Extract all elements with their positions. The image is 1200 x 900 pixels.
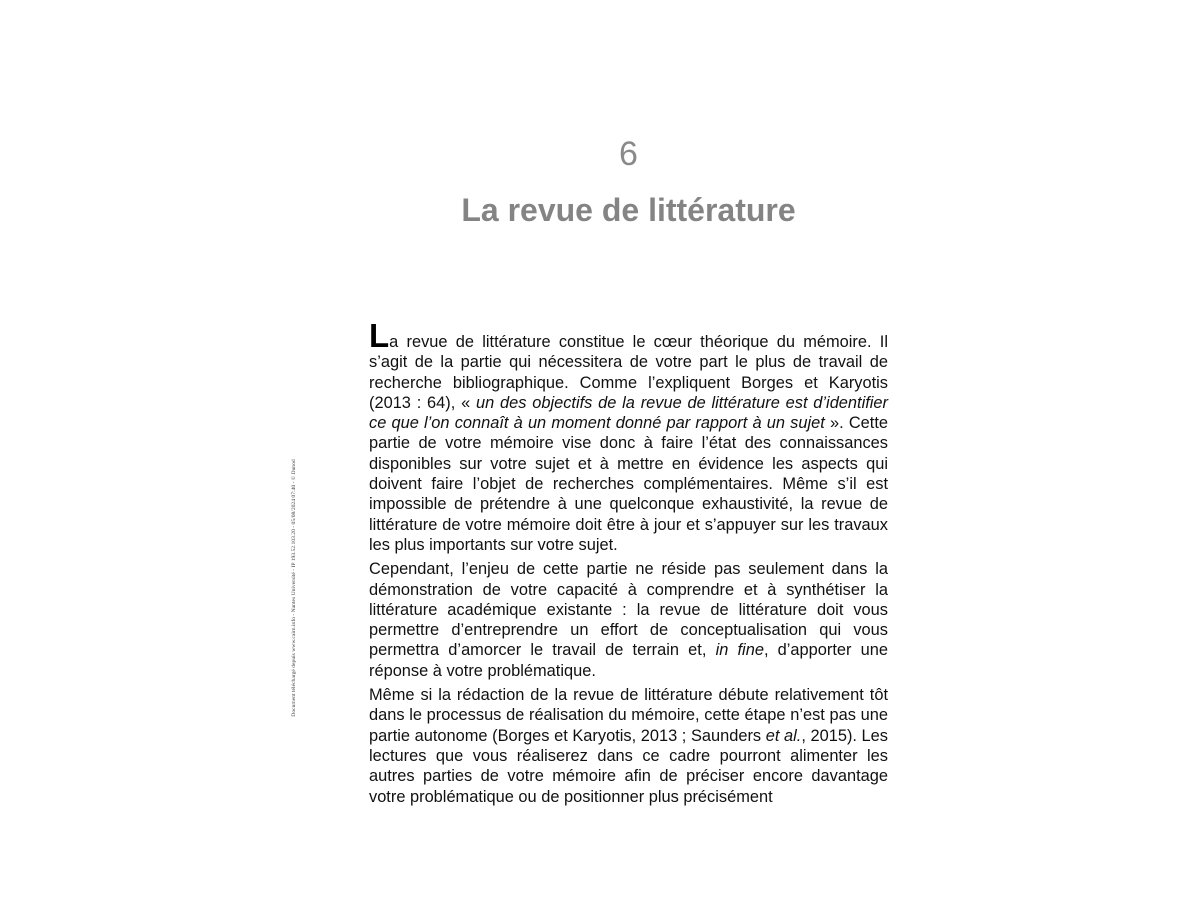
paragraph-process	[369, 685, 888, 807]
italic-term: in fine	[715, 641, 764, 660]
paragraph-text: , 2015). Les lectures que vous réaliserez dans ce cadre pourront alimenter les autres parties de votre mémoire afin de préciser encore davantage votre problématique ou de positionner plus précisément	[369, 726, 888, 806]
paragraph-text: Cependant, l’enjeu de cette partie ne réside pas seulement dans la démonstration de votre capacité à comprendre et à synthétiser la littérature académique existante : la revue de littérature doit vous permettre d’entreprendre un effort de conceptualisation qui vous permettra d’amorcer le travail de terrain et,	[369, 560, 888, 660]
paragraph-stakes	[369, 559, 888, 681]
download-watermark-note: Document téléchargé depuis www.cairn.info - Nantes Université - IP 193.52.103.20 - 05/08/2024 07:40 - © Dunod	[291, 459, 297, 717]
paragraph-text: ». Cette partie de votre mémoire vise donc à faire l’état des connaissances disponibles sur votre sujet et à mettre en évidence les aspects qui doivent faire l’objet de recherches complémentaires. Même s’il est impossible de prétendre à une quelconque exhaustivité, la revue de littérature de votre mémoire doit être à jour et s’appuyer sur les travaux les plus importants sur votre sujet.	[369, 414, 888, 554]
paragraph-text: Même si la rédaction de la revue de littérature débute relativement tôt dans le processus de réalisation du mémoire, cette étape n’est pas une partie autonome (Borges et Karyotis, 2013 ; Saunders	[369, 686, 888, 745]
drop-cap-letter: L	[369, 317, 390, 354]
paragraph-intro	[369, 317, 888, 555]
paragraph-text: , d’apporter une réponse à votre problématique.	[369, 641, 888, 680]
chapter-number: 6	[619, 135, 638, 173]
chapter-body	[369, 317, 888, 811]
italic-term: et al.	[765, 726, 802, 745]
chapter-title: La revue de littérature	[461, 192, 796, 228]
paragraph-text: a revue de littérature constitue le cœur théorique du mémoire. Il s’agit de la partie qui nécessitera de votre part le plus de travail de recherche bibliographique. Comme l’expliquent Borges et Karyotis (2013 : 64), «	[369, 333, 888, 412]
quotation-text: un des objectifs de la revue de littérature est d’identifier ce que l’on connaît à un moment donné par rapport à un sujet	[369, 393, 888, 433]
